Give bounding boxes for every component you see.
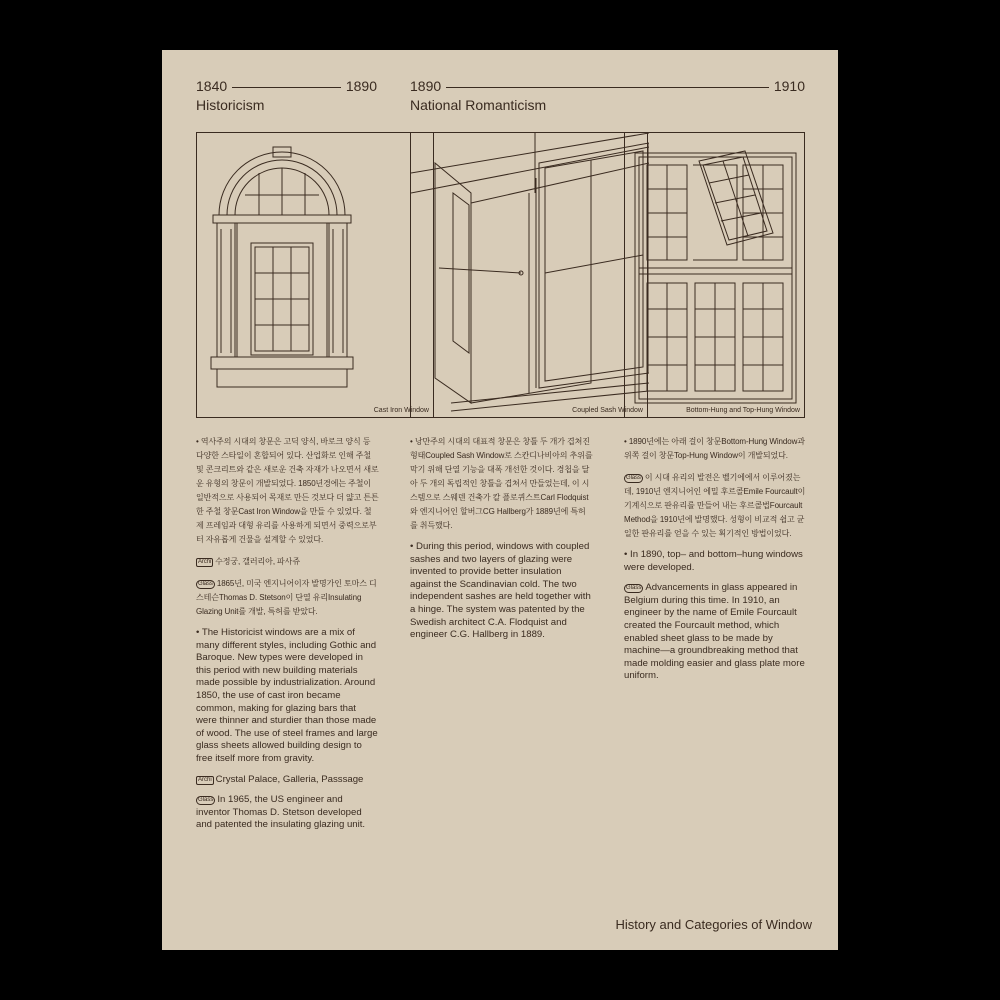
coupled-sash-window-panel (410, 132, 648, 418)
era-national-romanticism (410, 78, 805, 113)
document-footer-title: History and Categories of Window (615, 917, 812, 932)
bottom-top-hung-window-panel (624, 132, 805, 418)
korean-paragraph: • 역사주의 시대의 창문은 고딕 양식, 바로크 양식 등 다양한 스타일이 혼합되어 있다. 산업화로 인해 주철 및 콘크리트와 같은 새로운 건축 자재가 나오면서 새로운 유형의 창문이 개발되었다. 1850년경에는 주철이 일반적으로 사용되어 목재로 만든 것보다 더 얇고 튼튼한 주철 창문Cast Iron Window을 만들 수 있었다. 철제 프레임과 대형 유리를 사용하게 되면서 중력으로부터 자유롭게 건물을 설계할 수 있었다. (196, 437, 379, 544)
era-historicism (196, 78, 377, 113)
column-historicism (196, 435, 379, 840)
english-paragraph: • During this period, windows with coupled sashes and two layers of glazing were invented to provide better insulation against the Scandinavian cold. The two independent sashes are held together with a hinge. The system was patented by the Swedish architect C.A. Flodquist and engineer C.G. Hallberg in 1889. (410, 541, 591, 641)
korean-archi-note: Archi 수정궁, 갤러리아, 파사쥬 (198, 557, 300, 566)
era-name: Historicism (196, 97, 265, 113)
glass-tag: Glass (198, 797, 214, 804)
document-page (162, 50, 838, 950)
era-name: National Romanticism (410, 97, 547, 113)
era-end-year: 1890 (345, 78, 377, 94)
english-paragraph: • In 1890, top– and bottom–hung windows were developed. (624, 549, 803, 573)
korean-glass-note: Glass 이 시대 유리의 발전은 벨기에에서 이루어졌는데, 1910년 엔지니어인 에밀 후르콜Emile Fourcault이 기계식으로 판유리를 만들어 내는 후르콜법Fourcault Method을 1910년에 발명했다. 성형이 비교적 쉽고 균일한 판유리를 얻을 수 있는 획기적인 방법이었다. (624, 473, 806, 538)
english-archi-note: Archi Crystal Palace, Galleria, Passsage (198, 773, 364, 785)
cast-iron-window-panel (196, 132, 434, 418)
korean-paragraph: • 1890년에는 아래 걸이 창문Bottom-Hung Window과 위쪽 걸이 창문Top-Hung Window이 개발되었다. (624, 437, 805, 460)
english-glass-note: Glass In 1965, the US engineer and inventor Thomas D. Stetson developed and patented the insulating glazing unit. (196, 794, 366, 831)
coupled-sash-window-illustration (411, 133, 649, 419)
glass-tag: Glass (198, 581, 213, 587)
panel-caption: Bottom-Hung and Top-Hung Window (686, 407, 800, 414)
column-hung-windows (624, 435, 807, 691)
column-coupled-sash (410, 435, 593, 650)
archi-tag: Archi (198, 559, 212, 565)
era-start-year: 1840 (196, 78, 228, 94)
cast-iron-window-illustration (197, 133, 435, 419)
korean-paragraph: • 낭만주의 시대의 대표적 창문은 창틀 두 개가 겹쳐진 형태Coupled Sash Window로 스칸디나비아의 추위를 막기 위해 단열 기능을 대폭 개선한 것이다. 경첩을 달아 두 개의 독립적인 창틀을 겹쳐서 만들었는데, 이 시스템으로 스웨덴 건축가 칼 플로퀴스트Carl Flodquist와 엔지니어인 할버그CG Hallberg가 1889년에 특허를 취득했다. (410, 437, 593, 530)
panel-caption: Coupled Sash Window (572, 407, 643, 414)
glass-tag: Glass (626, 475, 641, 481)
archi-tag: Archi (198, 776, 212, 783)
panel-caption: Cast Iron Window (373, 407, 429, 414)
era-timeline-line (232, 87, 341, 88)
glass-tag: Glass (626, 585, 642, 592)
era-start-year: 1890 (410, 78, 442, 94)
english-paragraph: • The Historicist windows are a mix of many different styles, including Gothic and Baroque. New types were developed in this period with new building materials made possible by industrialization. Around 1850, the use of cast iron became common, making for glazing bars that were thinner and sturdier than those made of wood. The use of steel frames and large glass sheets allowed building design to free itself more from gravity. (196, 627, 378, 764)
era-end-year: 1910 (773, 78, 805, 94)
bottom-top-hung-window-illustration (625, 133, 806, 419)
era-timeline-line (446, 87, 769, 88)
english-glass-note: Glass Advancements in glass appeared in Belgium during this time. In 1910, an engineer by the name of Emile Fourcault created the Fourcault method, which enabled sheet glass to be made by machine—a groundbreaking method that made molding easier and glass plate more uniform. (624, 582, 805, 682)
korean-glass-note: Glass 1865년, 미국 엔지니어이자 발명가인 토마스 디 스테슨Thomas D. Stetson이 단열 유리Insulating Glazing Unit를 개발, 특허를 받았다. (196, 579, 377, 616)
